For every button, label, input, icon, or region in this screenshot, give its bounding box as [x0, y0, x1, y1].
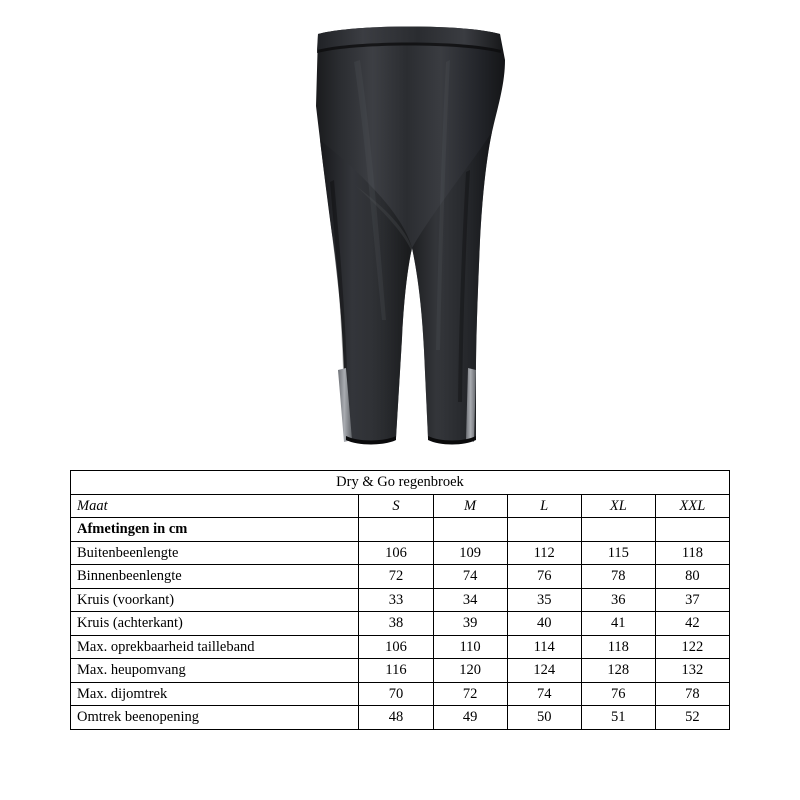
- row-value-l: 40: [507, 612, 581, 636]
- row-value-xl: 115: [581, 541, 655, 565]
- row-value-l: 124: [507, 659, 581, 683]
- row-value-xxl: 132: [655, 659, 729, 683]
- row-value-m: 34: [433, 588, 507, 612]
- row-label: Kruis (achterkant): [71, 612, 359, 636]
- section-cell-m: [433, 518, 507, 542]
- table-row: [71, 565, 730, 589]
- row-value-xl: 76: [581, 682, 655, 706]
- rain-trousers-image: [300, 20, 520, 450]
- row-value-s: 106: [359, 635, 433, 659]
- table-row: [71, 541, 730, 565]
- row-value-xxl: 118: [655, 541, 729, 565]
- row-label: Kruis (voorkant): [71, 588, 359, 612]
- row-label: Max. oprekbaarheid tailleband: [71, 635, 359, 659]
- row-value-xl: 36: [581, 588, 655, 612]
- row-value-s: 70: [359, 682, 433, 706]
- section-cell-xxl: [655, 518, 729, 542]
- table-section-row: [71, 518, 730, 542]
- section-label-afmetingen: Afmetingen in cm: [71, 518, 359, 542]
- row-value-s: 106: [359, 541, 433, 565]
- row-value-m: 109: [433, 541, 507, 565]
- row-value-m: 49: [433, 706, 507, 730]
- row-value-s: 48: [359, 706, 433, 730]
- row-label: Buitenbeenlengte: [71, 541, 359, 565]
- header-label-maat: Maat: [71, 494, 359, 518]
- size-table: [70, 470, 730, 730]
- row-value-xxl: 42: [655, 612, 729, 636]
- row-label: Max. heupomvang: [71, 659, 359, 683]
- table-row: [71, 588, 730, 612]
- row-value-s: 116: [359, 659, 433, 683]
- row-value-l: 50: [507, 706, 581, 730]
- row-value-m: 72: [433, 682, 507, 706]
- row-value-xl: 78: [581, 565, 655, 589]
- header-size-s: S: [359, 494, 433, 518]
- table-title: Dry & Go regenbroek: [71, 471, 730, 495]
- table-header-row: [71, 494, 730, 518]
- row-value-l: 74: [507, 682, 581, 706]
- section-cell-s: [359, 518, 433, 542]
- rain-trousers-illustration: [300, 20, 520, 450]
- row-value-m: 110: [433, 635, 507, 659]
- table-row: [71, 682, 730, 706]
- row-value-s: 38: [359, 612, 433, 636]
- row-value-xl: 41: [581, 612, 655, 636]
- row-value-xxl: 37: [655, 588, 729, 612]
- row-value-m: 39: [433, 612, 507, 636]
- header-size-l: L: [507, 494, 581, 518]
- row-value-s: 72: [359, 565, 433, 589]
- row-value-xxl: 78: [655, 682, 729, 706]
- row-value-xxl: 52: [655, 706, 729, 730]
- row-value-l: 76: [507, 565, 581, 589]
- row-value-xxl: 80: [655, 565, 729, 589]
- row-value-m: 74: [433, 565, 507, 589]
- section-cell-xl: [581, 518, 655, 542]
- row-value-l: 114: [507, 635, 581, 659]
- row-label: Max. dijomtrek: [71, 682, 359, 706]
- table-row: [71, 612, 730, 636]
- table-title-row: [71, 471, 730, 495]
- table-row: [71, 635, 730, 659]
- header-size-xxl: XXL: [655, 494, 729, 518]
- row-label: Omtrek beenopening: [71, 706, 359, 730]
- table-row: [71, 659, 730, 683]
- header-size-m: M: [433, 494, 507, 518]
- header-size-xl: XL: [581, 494, 655, 518]
- row-value-xl: 128: [581, 659, 655, 683]
- row-value-l: 112: [507, 541, 581, 565]
- row-value-l: 35: [507, 588, 581, 612]
- row-value-xl: 51: [581, 706, 655, 730]
- size-chart: [70, 470, 730, 730]
- section-cell-l: [507, 518, 581, 542]
- row-value-m: 120: [433, 659, 507, 683]
- row-value-xl: 118: [581, 635, 655, 659]
- table-row: [71, 706, 730, 730]
- row-label: Binnenbeenlengte: [71, 565, 359, 589]
- row-value-s: 33: [359, 588, 433, 612]
- row-value-xxl: 122: [655, 635, 729, 659]
